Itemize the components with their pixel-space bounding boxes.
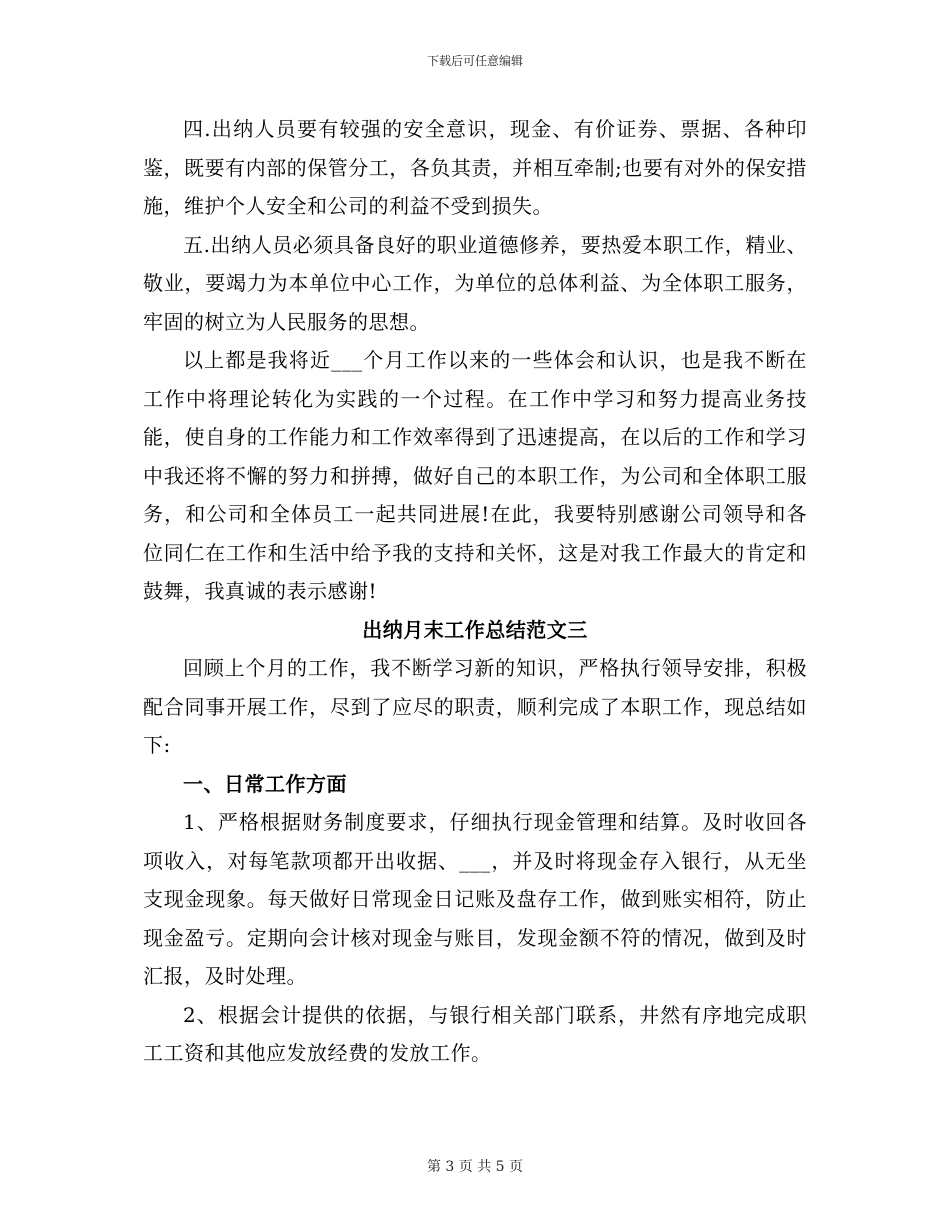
paragraph-review: 回顾上个月的工作，我不断学习新的知识，严格执行领导安排，积极配合同事开展工作，尽到了应尽的职责，顺利完成了本职工作，现总结如下: (143, 656, 807, 757)
paragraph-salary-payment: 2、根据会计提供的依据，与银行相关部门联系，井然有序地完成职工工资和其他应发放经费的发放工作。 (143, 1002, 807, 1065)
document-body (143, 110, 807, 1073)
paragraph-professional-ethics: 五.出纳人员必须具备良好的职业道德修养，要热爱本职工作，精业、敬业，要竭力为本单位中心工作，为单位的总体利益、为全体职工服务，牢固的树立为人民服务的思想。 (143, 232, 807, 334)
page-number: 第 3 页 共 5 页 (426, 1159, 524, 1175)
page-header: 下载后可任意编辑 (426, 54, 523, 68)
paragraph-summary-thanks: 以上都是我将近___个月工作以来的一些体会和认识，也是我不断在工作中将理论转化为实践的一个过程。在工作中学习和努力提高业务技能，使自身的工作能力和工作效率得到了迅速提高，在以后的工作和学习中我还将不懈的努力和拼搏，做好自己的本职工作，为公司和全体职工服务，和公司和全体员工一起共同进展!在此，我要特别感谢公司领导和各位同仁在工作和生活中给予我的支持和关怀，这是对我工作最大的肯定和鼓舞，我真诚的表示感谢! (143, 348, 807, 603)
section-title: 出纳月末工作总结范文三 (362, 617, 588, 642)
paragraph-cash-management: 1、严格根据财务制度要求，仔细执行现金管理和结算。及时收回各项收入，对每笔款项都开出收据、___，并及时将现金存入银行，从无坐支现金现象。每天做好日常现金日记账及盘存工作，做到账实相符，防止现金盈亏。定期向会计核对现金与账目，发现金额不符的情况，做到及时汇报，及时处理。 (143, 810, 807, 988)
paragraph-security-awareness: 四.出纳人员要有较强的安全意识，现金、有价证券、票据、各种印鉴，既要有内部的保管分工，各负其责，并相互牵制;也要有对外的保安措施，维护个人安全和公司的利益不受到损失。 (143, 117, 807, 218)
subheading-daily-work: 一、日常工作方面 (183, 771, 347, 796)
